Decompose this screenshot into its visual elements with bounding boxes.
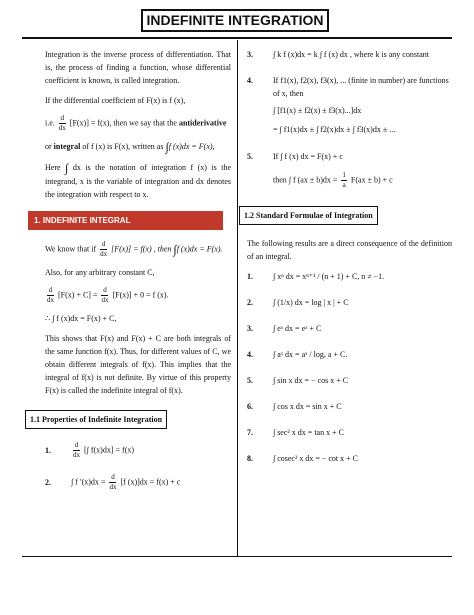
therefore-formula: ∴ ∫ f (x)dx = F(x) + C, xyxy=(45,314,117,323)
standard-formula-item xyxy=(247,400,452,413)
one-over-a-fraction xyxy=(341,171,347,190)
weknow-end: f (x)dx = F(x). xyxy=(176,244,223,254)
d-dx-fraction xyxy=(47,286,54,305)
formula-text: ∫ cosec² x dx = − cot x + C xyxy=(273,454,358,463)
formula-text: ∫ aˣ dx = aˣ / logₑ a + C. xyxy=(273,350,348,359)
d-dx-fraction xyxy=(101,286,108,305)
sum-formula-1: ∫ [f1(x) ± f2(x) ± f3(x)...]dx xyxy=(273,106,362,115)
notation-paragraph xyxy=(45,161,231,201)
d-dx-fraction xyxy=(100,240,107,259)
differential-line xyxy=(45,94,231,107)
here-text: dx is the notation of integration f (x) is the integrand, x is the variable of integration and dx denotes the integration with respect to x. xyxy=(45,163,232,199)
frac-den: dx xyxy=(58,124,66,132)
frac-den: dx xyxy=(109,483,117,491)
integral-sign-icon: ∫ xyxy=(165,140,169,154)
frac-num: 1 xyxy=(342,171,346,179)
standard-formula-item xyxy=(247,426,452,439)
item-number: 5. xyxy=(247,152,253,161)
or-prefix: or xyxy=(45,142,52,151)
subsection-heading-properties: 1.1 Properties of Indefinite Integration xyxy=(25,410,167,429)
frac-num: d xyxy=(111,473,115,481)
formula-text: If ∫ f (x) dx = F(x) + c xyxy=(273,152,343,161)
integral-sign-icon: ∫ xyxy=(173,242,177,257)
ie-prefix: i.e. xyxy=(45,118,55,128)
shift-formula-a: then ∫ f (ax ± b)dx = xyxy=(273,175,338,185)
sum-formula-2: = ∫ f1(x)dx ± ∫ f2(x)dx ± ∫ f3(x)dx ± ... xyxy=(273,125,396,134)
bottom-divider xyxy=(22,556,452,557)
item-number: 7. xyxy=(247,428,253,437)
d-dx-fraction xyxy=(73,441,80,460)
standard-formula-item xyxy=(247,322,452,335)
item-number: 1. xyxy=(45,446,51,455)
property-item xyxy=(247,150,452,163)
also-formula-a: [F(x) + C] = xyxy=(58,290,98,300)
standard-formula-item xyxy=(247,452,452,465)
we-know-line xyxy=(45,240,231,259)
integral-term: integral xyxy=(53,142,81,151)
antiderivative-term: antiderivative xyxy=(178,118,227,128)
shift-formula-b: F(ax ± b) + c xyxy=(350,175,393,185)
formula-list xyxy=(247,270,452,465)
formula-text: ∫ sec² x dx = tan x + C xyxy=(273,428,344,437)
standard-intro: The following results are a direct consequence of the definition of an integral. xyxy=(247,239,452,261)
d-dx-fraction xyxy=(59,114,66,133)
integral-line xyxy=(45,140,231,154)
antiderivative-line xyxy=(45,114,231,133)
formula-text: ∫ k f (x)dx = k ∫ f (x) dx , where k is any constant xyxy=(273,50,429,59)
also-line: Also, for any arbitrary constant C, xyxy=(45,268,155,277)
weknow-mid: [F(x)] = f(x) , then xyxy=(111,244,172,254)
column-divider xyxy=(237,40,238,556)
frac-num: d xyxy=(101,240,106,248)
page-title: INDEFINITE INTEGRATION xyxy=(141,9,329,32)
differential-text: If the differential coefficient of F(x) is f (x), xyxy=(45,96,186,105)
standard-formula-item xyxy=(247,296,452,309)
property-formula xyxy=(71,441,231,460)
item-number: 2. xyxy=(247,298,253,307)
item-number: 8. xyxy=(247,454,253,463)
formula-text-b: [f (x)]dx = f(x) + c xyxy=(120,477,181,487)
frac-num: d xyxy=(48,286,53,294)
weknow-prefix: We know that if xyxy=(45,244,97,254)
frac-den: dx xyxy=(100,250,108,258)
top-divider xyxy=(22,37,452,39)
shift-formula xyxy=(247,171,452,190)
intro-paragraph: Integration is the inverse process of differentiation. That is, the process of finding a function, whose differential coefficient is known, is called integration. xyxy=(45,50,231,85)
item-number: 1. xyxy=(247,272,253,281)
property-item xyxy=(247,74,452,100)
item-number: 3. xyxy=(247,324,253,333)
formula-text: ∫ cos x dx = sin x + C xyxy=(273,402,342,411)
frac-den: a xyxy=(342,181,346,189)
formula-text: If f1(x), f2(x), f3(x), ... (finite in number) are functions of x, then xyxy=(273,76,449,98)
right-column xyxy=(244,48,452,478)
property-item xyxy=(45,473,231,492)
item-number: 4. xyxy=(247,76,253,85)
item-number: 4. xyxy=(247,350,253,359)
subsection-heading-standard-formulae: 1.2 Standard Formulae of Integration xyxy=(239,206,378,225)
ie-mid: [F(x)] = f(x), then we say that the xyxy=(69,118,177,128)
frac-num: d xyxy=(103,286,107,294)
d-dx-fraction xyxy=(109,473,116,492)
also-formula-b: [F(x)] + 0 = f (x). xyxy=(112,290,169,300)
standard-formula-item xyxy=(247,348,452,361)
standard-formula-item xyxy=(247,374,452,387)
here-prefix: Here xyxy=(45,163,61,172)
integral-sign-icon: ∫ xyxy=(65,161,69,175)
section-heading-indefinite-integral: 1. INDEFINITE INTEGRAL xyxy=(28,211,223,230)
also-formula xyxy=(45,286,231,305)
standard-formula-item xyxy=(247,270,452,283)
formula-text-a: ∫ f ′(x)dx = xyxy=(71,477,106,487)
left-column xyxy=(30,48,232,505)
or-mid: of f (x) is F(x), written as xyxy=(82,142,164,151)
property-item xyxy=(45,441,231,460)
property-item xyxy=(247,48,452,61)
or-formula: f (x)dx = F(x), xyxy=(168,142,215,151)
frac-den: dx xyxy=(47,296,54,304)
item-number: 5. xyxy=(247,376,253,385)
formula-text: ∫ (1/x) dx = log | x | + C xyxy=(273,298,349,307)
item-number: 2. xyxy=(45,478,51,487)
indefinite-paragraph: This shows that F(x) and F(x) + C are both integrals of the same function f(x). Thus, for different values of C, we obtain different integrals of f(x). This implies that the integral of f(x) is not definite. By virtue of this property F(x) is called the indefinite integral of f(x). xyxy=(45,334,231,395)
frac-den: dx xyxy=(101,296,109,304)
property-formula xyxy=(71,473,231,492)
formula-text: ∫ sin x dx = − cos x + C xyxy=(273,376,349,385)
formula-text: [∫ f(x)dx] = f(x) xyxy=(84,445,135,455)
formula-text: ∫ eˣ dx = eˣ + C xyxy=(273,324,322,333)
frac-num: d xyxy=(60,114,65,122)
item-number: 6. xyxy=(247,402,253,411)
item-number: 3. xyxy=(247,50,253,59)
formula-text: ∫ xⁿ dx = xⁿ⁺¹ / (n + 1) + C, n ≠ −1. xyxy=(273,272,385,281)
frac-den: dx xyxy=(73,451,80,459)
frac-num: d xyxy=(74,441,79,449)
